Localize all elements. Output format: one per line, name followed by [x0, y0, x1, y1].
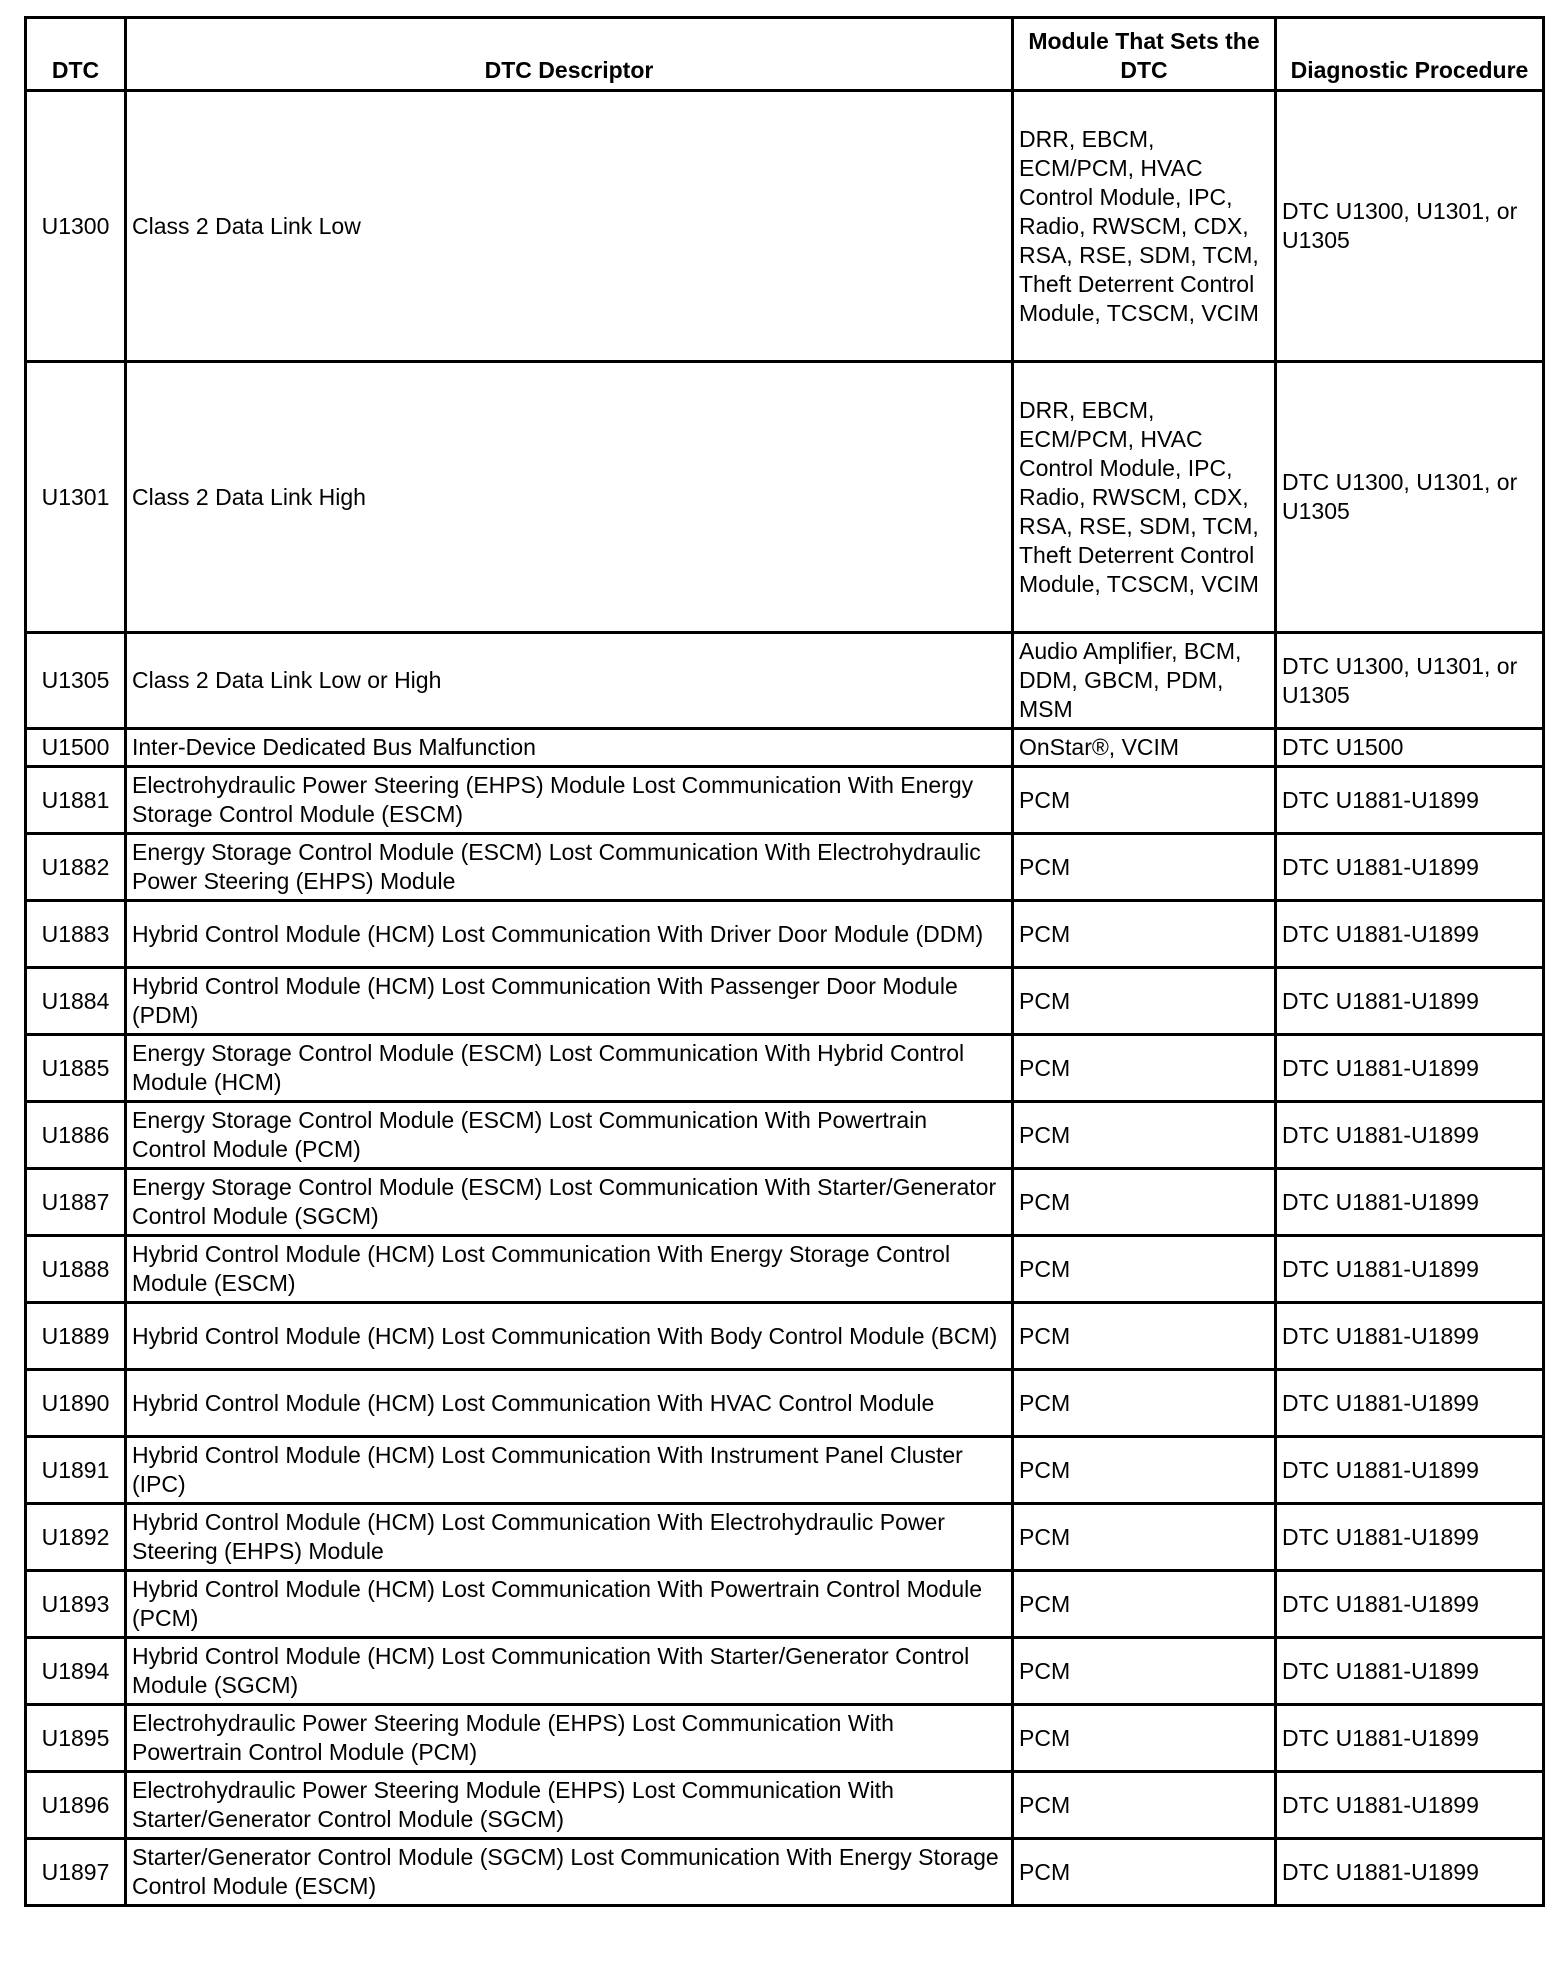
table-row [26, 633, 1544, 729]
dtc-descriptor: Electrohydraulic Power Steering Module (EHPS) Lost Communication With Starter/Generator Control Module (SGCM) [126, 1772, 1013, 1839]
dtc-descriptor: Inter-Device Dedicated Bus Malfunction [126, 729, 1013, 767]
setting-module: PCM [1013, 1437, 1276, 1504]
dtc-descriptor: Hybrid Control Module (HCM) Lost Communication With Passenger Door Module (PDM) [126, 968, 1013, 1035]
diagnostic-procedure: DTC U1881-U1899 [1276, 1772, 1544, 1839]
setting-module: PCM [1013, 901, 1276, 968]
dtc-code: U1897 [26, 1839, 126, 1906]
header-dtc: DTC [26, 18, 126, 91]
setting-module: Audio Amplifier, BCM, DDM, GBCM, PDM, MSM [1013, 633, 1276, 729]
diagnostic-procedure: DTC U1881-U1899 [1276, 1035, 1544, 1102]
table-row [26, 1102, 1544, 1169]
dtc-code: U1881 [26, 767, 126, 834]
setting-module: PCM [1013, 1102, 1276, 1169]
setting-module: DRR, EBCM, ECM/PCM, HVAC Control Module, IPC, Radio, RWSCM, CDX, RSA, RSE, SDM, TCM, Theft Deterrent Control Module, TCSCM, VCIM [1013, 91, 1276, 362]
diagnostic-procedure: DTC U1881-U1899 [1276, 1705, 1544, 1772]
dtc-descriptor: Hybrid Control Module (HCM) Lost Communication With Powertrain Control Module (PCM) [126, 1571, 1013, 1638]
table-row [26, 1370, 1544, 1437]
table-row [26, 1571, 1544, 1638]
dtc-code: U1895 [26, 1705, 126, 1772]
dtc-descriptor: Energy Storage Control Module (ESCM) Lost Communication With Starter/Generator Control Module (SGCM) [126, 1169, 1013, 1236]
dtc-code: U1894 [26, 1638, 126, 1705]
table-row [26, 1638, 1544, 1705]
dtc-code: U1888 [26, 1236, 126, 1303]
dtc-code: U1891 [26, 1437, 126, 1504]
setting-module: PCM [1013, 1169, 1276, 1236]
diagnostic-procedure: DTC U1881-U1899 [1276, 1370, 1544, 1437]
header-procedure: Diagnostic Procedure [1276, 18, 1544, 91]
dtc-descriptor: Class 2 Data Link Low or High [126, 633, 1013, 729]
dtc-descriptor: Hybrid Control Module (HCM) Lost Communication With HVAC Control Module [126, 1370, 1013, 1437]
table-row [26, 1035, 1544, 1102]
dtc-code: U1886 [26, 1102, 126, 1169]
diagnostic-procedure: DTC U1881-U1899 [1276, 1169, 1544, 1236]
table-header-row [26, 18, 1544, 91]
table-row [26, 1169, 1544, 1236]
dtc-descriptor: Hybrid Control Module (HCM) Lost Communication With Starter/Generator Control Module (SGCM) [126, 1638, 1013, 1705]
dtc-table-page [24, 16, 1542, 1907]
table-row [26, 968, 1544, 1035]
dtc-descriptor: Class 2 Data Link Low [126, 91, 1013, 362]
dtc-table [24, 16, 1545, 1907]
diagnostic-procedure: DTC U1300, U1301, or U1305 [1276, 362, 1544, 633]
dtc-code: U1890 [26, 1370, 126, 1437]
dtc-descriptor: Electrohydraulic Power Steering (EHPS) Module Lost Communication With Energy Storage Control Module (ESCM) [126, 767, 1013, 834]
setting-module: PCM [1013, 1638, 1276, 1705]
diagnostic-procedure: DTC U1881-U1899 [1276, 1504, 1544, 1571]
table-row [26, 1839, 1544, 1906]
dtc-code: U1883 [26, 901, 126, 968]
table-row [26, 901, 1544, 968]
dtc-descriptor: Hybrid Control Module (HCM) Lost Communication With Body Control Module (BCM) [126, 1303, 1013, 1370]
dtc-descriptor: Hybrid Control Module (HCM) Lost Communication With Energy Storage Control Module (ESCM) [126, 1236, 1013, 1303]
dtc-descriptor: Energy Storage Control Module (ESCM) Lost Communication With Powertrain Control Module (PCM) [126, 1102, 1013, 1169]
diagnostic-procedure: DTC U1881-U1899 [1276, 1236, 1544, 1303]
dtc-code: U1884 [26, 968, 126, 1035]
dtc-code: U1301 [26, 362, 126, 633]
dtc-code: U1882 [26, 834, 126, 901]
dtc-code: U1885 [26, 1035, 126, 1102]
diagnostic-procedure: DTC U1881-U1899 [1276, 1839, 1544, 1906]
setting-module: PCM [1013, 1504, 1276, 1571]
setting-module: PCM [1013, 1303, 1276, 1370]
table-row [26, 1705, 1544, 1772]
table-row [26, 729, 1544, 767]
diagnostic-procedure: DTC U1881-U1899 [1276, 767, 1544, 834]
dtc-descriptor: Hybrid Control Module (HCM) Lost Communication With Electrohydraulic Power Steering (EHPS) Module [126, 1504, 1013, 1571]
dtc-code: U1500 [26, 729, 126, 767]
diagnostic-procedure: DTC U1300, U1301, or U1305 [1276, 91, 1544, 362]
diagnostic-procedure: DTC U1881-U1899 [1276, 1571, 1544, 1638]
dtc-descriptor: Energy Storage Control Module (ESCM) Lost Communication With Hybrid Control Module (HCM) [126, 1035, 1013, 1102]
setting-module: PCM [1013, 1236, 1276, 1303]
table-row [26, 1772, 1544, 1839]
diagnostic-procedure: DTC U1500 [1276, 729, 1544, 767]
setting-module: PCM [1013, 834, 1276, 901]
table-row [26, 1236, 1544, 1303]
diagnostic-procedure: DTC U1881-U1899 [1276, 834, 1544, 901]
setting-module: PCM [1013, 1705, 1276, 1772]
setting-module: PCM [1013, 767, 1276, 834]
table-row [26, 767, 1544, 834]
dtc-code: U1896 [26, 1772, 126, 1839]
table-row [26, 1303, 1544, 1370]
diagnostic-procedure: DTC U1881-U1899 [1276, 1102, 1544, 1169]
dtc-descriptor: Hybrid Control Module (HCM) Lost Communication With Driver Door Module (DDM) [126, 901, 1013, 968]
setting-module: PCM [1013, 1772, 1276, 1839]
table-row [26, 1437, 1544, 1504]
setting-module: PCM [1013, 1839, 1276, 1906]
diagnostic-procedure: DTC U1881-U1899 [1276, 1437, 1544, 1504]
setting-module: PCM [1013, 1035, 1276, 1102]
dtc-code: U1889 [26, 1303, 126, 1370]
table-row [26, 1504, 1544, 1571]
setting-module: DRR, EBCM, ECM/PCM, HVAC Control Module, IPC, Radio, RWSCM, CDX, RSA, RSE, SDM, TCM, Theft Deterrent Control Module, TCSCM, VCIM [1013, 362, 1276, 633]
dtc-code: U1887 [26, 1169, 126, 1236]
dtc-descriptor: Electrohydraulic Power Steering Module (EHPS) Lost Communication With Powertrain Control Module (PCM) [126, 1705, 1013, 1772]
setting-module: PCM [1013, 968, 1276, 1035]
setting-module: PCM [1013, 1370, 1276, 1437]
dtc-descriptor: Hybrid Control Module (HCM) Lost Communication With Instrument Panel Cluster (IPC) [126, 1437, 1013, 1504]
table-row [26, 834, 1544, 901]
diagnostic-procedure: DTC U1881-U1899 [1276, 901, 1544, 968]
header-module: Module That Sets the DTC [1013, 18, 1276, 91]
dtc-code: U1892 [26, 1504, 126, 1571]
diagnostic-procedure: DTC U1300, U1301, or U1305 [1276, 633, 1544, 729]
dtc-code: U1305 [26, 633, 126, 729]
setting-module: PCM [1013, 1571, 1276, 1638]
dtc-descriptor: Energy Storage Control Module (ESCM) Lost Communication With Electrohydraulic Power Steering (EHPS) Module [126, 834, 1013, 901]
diagnostic-procedure: DTC U1881-U1899 [1276, 1303, 1544, 1370]
dtc-code: U1893 [26, 1571, 126, 1638]
table-row [26, 91, 1544, 362]
diagnostic-procedure: DTC U1881-U1899 [1276, 968, 1544, 1035]
table-row [26, 362, 1544, 633]
diagnostic-procedure: DTC U1881-U1899 [1276, 1638, 1544, 1705]
dtc-descriptor: Class 2 Data Link High [126, 362, 1013, 633]
header-descriptor: DTC Descriptor [126, 18, 1013, 91]
dtc-code: U1300 [26, 91, 126, 362]
dtc-descriptor: Starter/Generator Control Module (SGCM) Lost Communication With Energy Storage Control Module (ESCM) [126, 1839, 1013, 1906]
setting-module: OnStar®, VCIM [1013, 729, 1276, 767]
